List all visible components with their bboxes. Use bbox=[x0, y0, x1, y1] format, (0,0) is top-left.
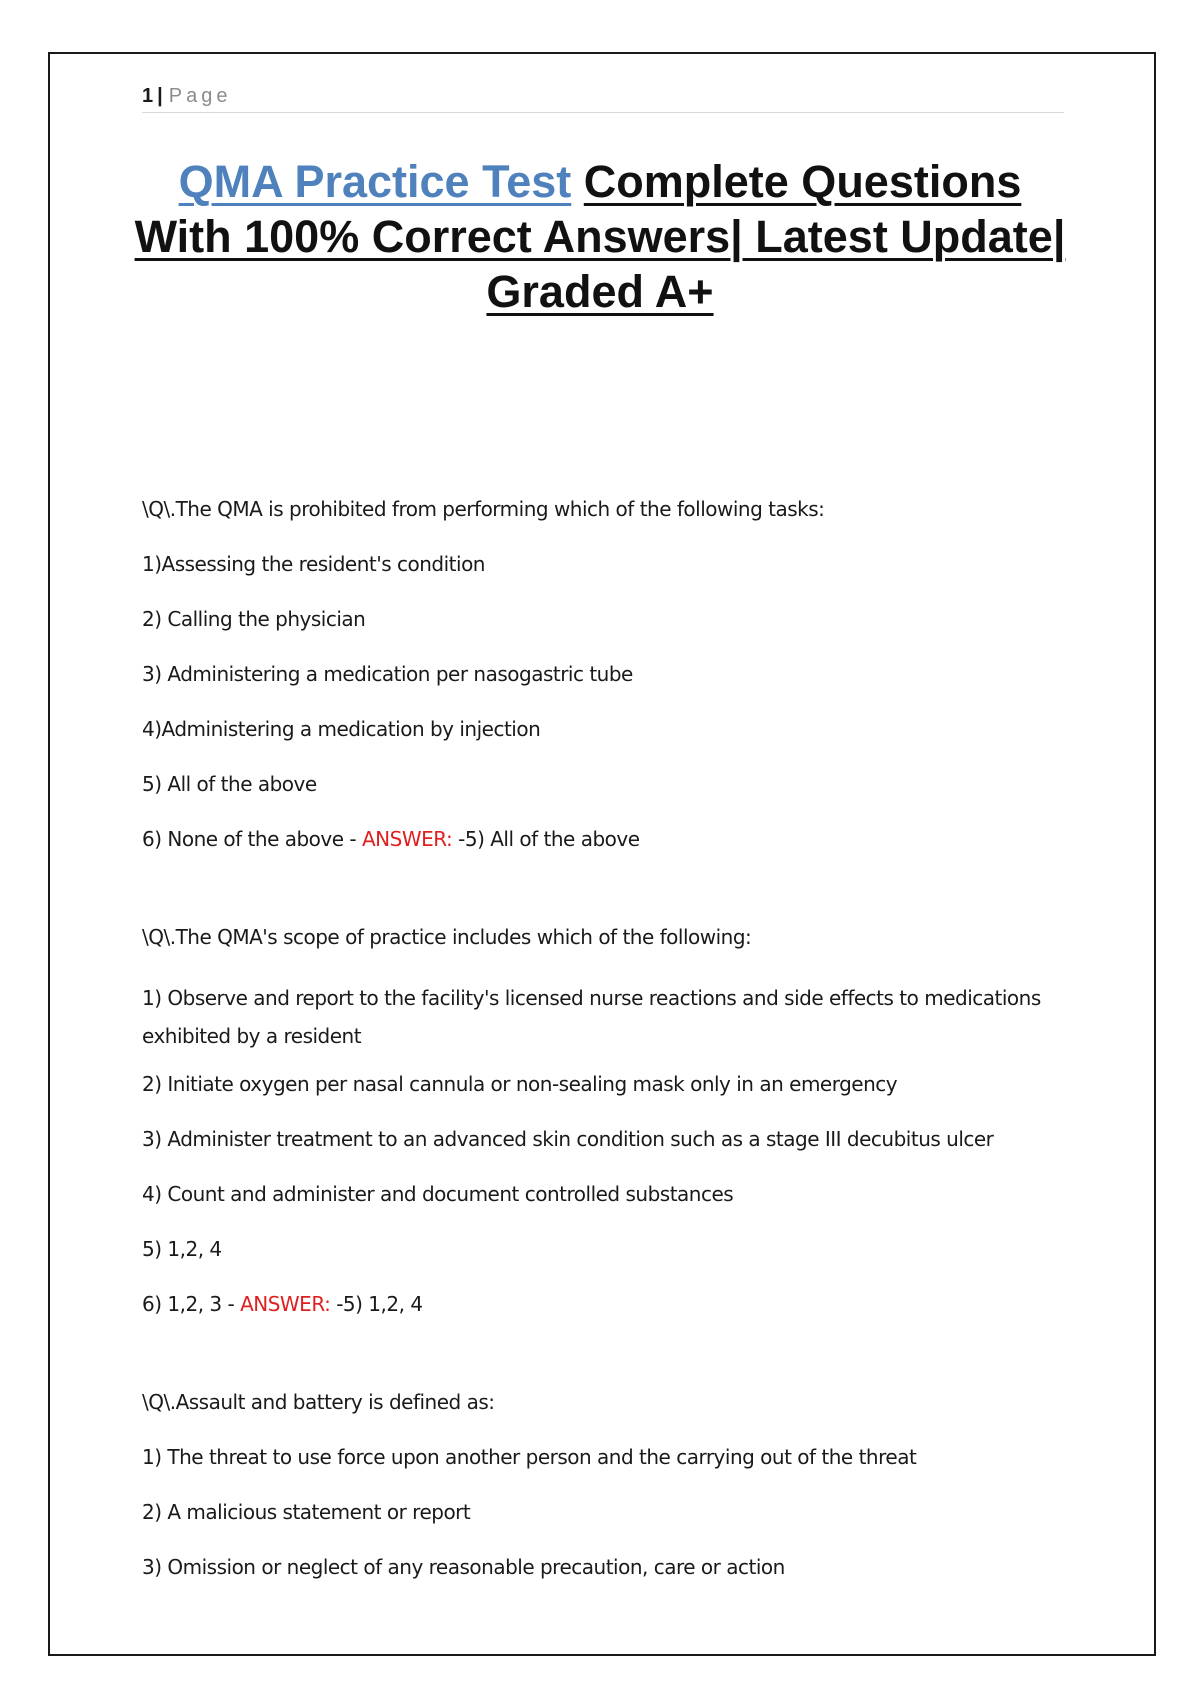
page-separator: | bbox=[157, 85, 163, 107]
answer-text: -5) All of the above bbox=[452, 827, 640, 851]
question-block bbox=[142, 1389, 1072, 1580]
answer-line bbox=[142, 1291, 1072, 1317]
answer-label: ANSWER: bbox=[362, 827, 453, 851]
page-number: 1 bbox=[142, 85, 154, 107]
answer-label: ANSWER: bbox=[240, 1292, 331, 1316]
question-text: \Q\.The QMA is prohibited from performing which of the following tasks: bbox=[142, 497, 825, 521]
document-title bbox=[130, 154, 1070, 319]
page-header bbox=[142, 84, 1064, 113]
option: 6) 1,2, 3 - bbox=[142, 1292, 241, 1316]
option: 2) Initiate oxygen per nasal cannula or non-sealing mask only in an emergency bbox=[142, 1072, 898, 1096]
option: 5) 1,2, 4 bbox=[142, 1237, 222, 1261]
option: 5) All of the above bbox=[142, 772, 317, 796]
page-word: Page bbox=[168, 85, 232, 107]
title-accent: QMA Practice Test bbox=[178, 156, 572, 207]
answer-line bbox=[142, 826, 1072, 852]
option: 3) Administering a medication per nasogastric tube bbox=[142, 662, 633, 686]
option: 3) Omission or neglect of any reasonable precaution, care or action bbox=[142, 1555, 785, 1579]
question-block bbox=[142, 924, 1072, 1317]
option: 1) Observe and report to the facility's licensed nurse reactions and side effects to medications exhibited by a resident bbox=[142, 986, 1041, 1048]
option: 2) A malicious statement or report bbox=[142, 1500, 471, 1524]
option: 4) Count and administer and document controlled substances bbox=[142, 1182, 734, 1206]
option: 3) Administer treatment to an advanced skin condition such as a stage III decubitus ulcer bbox=[142, 1127, 994, 1151]
option: 4)Administering a medication by injection bbox=[142, 717, 541, 741]
option: 2) Calling the physician bbox=[142, 607, 366, 631]
question-block bbox=[142, 496, 1072, 852]
question-list bbox=[142, 496, 1072, 1652]
question-text: \Q\.Assault and battery is defined as: bbox=[142, 1390, 495, 1414]
title-rest: Complete Questions With 100% Correct Answers| Latest Update| Graded A+ bbox=[134, 156, 1066, 317]
option: 1) The threat to use force upon another person and the carrying out of the threat bbox=[142, 1445, 917, 1469]
option: 1)Assessing the resident's condition bbox=[142, 552, 485, 576]
answer-text: -5) 1,2, 4 bbox=[330, 1292, 423, 1316]
question-text: \Q\.The QMA's scope of practice includes which of the following: bbox=[142, 925, 752, 949]
page bbox=[48, 52, 1156, 1656]
option: 6) None of the above - bbox=[142, 827, 362, 851]
